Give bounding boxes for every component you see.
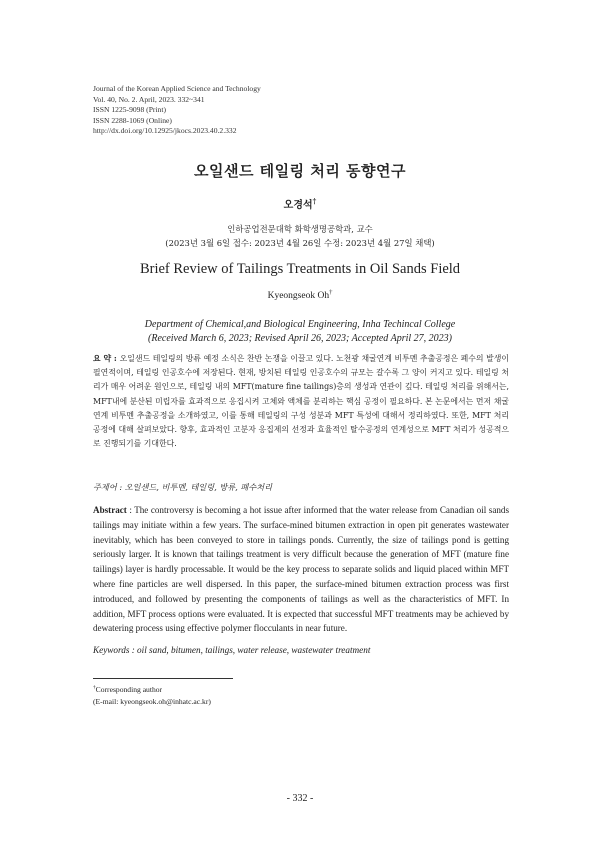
- affiliation-english: [0, 318, 600, 346]
- abstract-korean: [93, 352, 509, 451]
- abstract-english-text: : The controversy is becoming a hot issue after informed that the water release from Canadian oil sands tailings may initiate within a few years. The surface-mined bitumen extraction in open pit generates wastewater inevitably, which has been conveyed to store in tailings ponds. Currently, the size of tailings pond is getting seriously larger. It is known that tailings treatment is very difficult because the generation of MFT (mature fine tailings) layer is hardly processable. It would be the key process to separate solids and liquid placed within MFT where fine particles are well dispersed. In this paper, the surface-mined bitumen extraction process was first introduced, and followed by presenting the components of tailings as well as the characteristics of MFT. In addition, MFT process options were evaluated. It is expected that successful MFT treatments may be achieved by dewatering process using effective polymer flocculants in near future.: [93, 505, 509, 634]
- abstract-korean-text: 오일샌드 테일링의 방류 예정 소식은 찬반 논쟁을 이끌고 있다. 노천광 채굴연계 비투멘 추출공정은 폐수의 발생이 필연적이며, 테일링 인공호수에 저장된다. 현재, 방치된 테일링 인공호수의 규모는 갈수록 그 양이 커지고 있다. 테일링 처리가 매우 어려운 원인으로, 테일링 내의 MFT(mature fine tailings)층의 생성과 연관이 깊다. 테일링 처리를 위해서는, MFT내에 분산된 미립자를 효과적으로 응집시켜 고체와 액체를 분리하는 핵심 공정이 필요하다. 본 논문에서는 먼저 채굴연계 비투멘 추출공정을 소개하였고, 이를 통해 테일링의 구성 성분과 MFT 특성에 대해서 정리하였다. 또한, MFT 처리공정에 대해 살펴보았다. 향후, 효과적인 고분자 응집제의 선정과 효율적인 탈수공정의 연계성으로 MFT 처리가 성공적으로 진행되기를 기대한다.: [93, 354, 509, 449]
- page-number: - 332 -: [286, 793, 314, 804]
- keywords-english: Keywords : oil sand, bitumen, tailings, water release, wastewater treatment: [93, 645, 371, 655]
- doi-link[interactable]: http://dx.doi.org/10.12925/jkocs.2023.40.2.332: [93, 126, 237, 136]
- footnote-mark: †: [93, 684, 96, 691]
- journal-name: Journal of the Korean Applied Science and Technology: [93, 84, 261, 93]
- author-korean-name: 오경석: [283, 200, 313, 211]
- affiliation-english-text: Department of Chemical,and Biological Engineering, Inha Techincal College: [144, 319, 456, 330]
- keywords-korean: 주제어 : 오일샌드, 비투멘, 테일링, 방류, 폐수처리: [93, 482, 273, 492]
- author-english-name: Kyeongseok Oh: [267, 291, 330, 301]
- dates-english: (Received March 6, 2023; Revised April 26, 2023; Accepted April 27, 2023): [148, 333, 452, 344]
- affiliation-korean-text: 인하공업전문대학 화학생명공학과, 교수: [227, 224, 373, 234]
- issn-print: ISSN 1225-9098 (Print): [93, 105, 166, 115]
- dates-korean: (2023년 3월 6일 접수: 2023년 4월 26일 수정: 2023년 4월 27일 채택): [165, 238, 435, 248]
- volume-info: Vol. 40, No. 2. April, 2023. 332~341: [93, 94, 205, 104]
- footnote-corresponding: Corresponding author: [95, 685, 163, 694]
- journal-header: [93, 84, 261, 137]
- corresponding-mark-en: †: [329, 288, 333, 296]
- author-english: [0, 288, 600, 301]
- footnote-rule: [93, 678, 233, 679]
- footnote-email: (E-mail: kyeongseok.oh@inhatc.ac.kr): [93, 696, 211, 706]
- abstract-english: [93, 503, 509, 636]
- affiliation-korean: [0, 222, 600, 250]
- title-korean: 오일샌드 테일링 처리 동향연구: [193, 162, 407, 180]
- title-english: Brief Review of Tailings Treatments in Oil Sands Field: [139, 261, 461, 277]
- author-korean: [0, 196, 600, 211]
- issn-online: ISSN 2288-1069 (Online): [93, 115, 172, 125]
- footnote: [93, 684, 211, 707]
- abstract-english-label: Abstract: [93, 505, 127, 515]
- abstract-korean-label: 요 약 :: [93, 354, 120, 363]
- corresponding-mark: †: [312, 196, 317, 206]
